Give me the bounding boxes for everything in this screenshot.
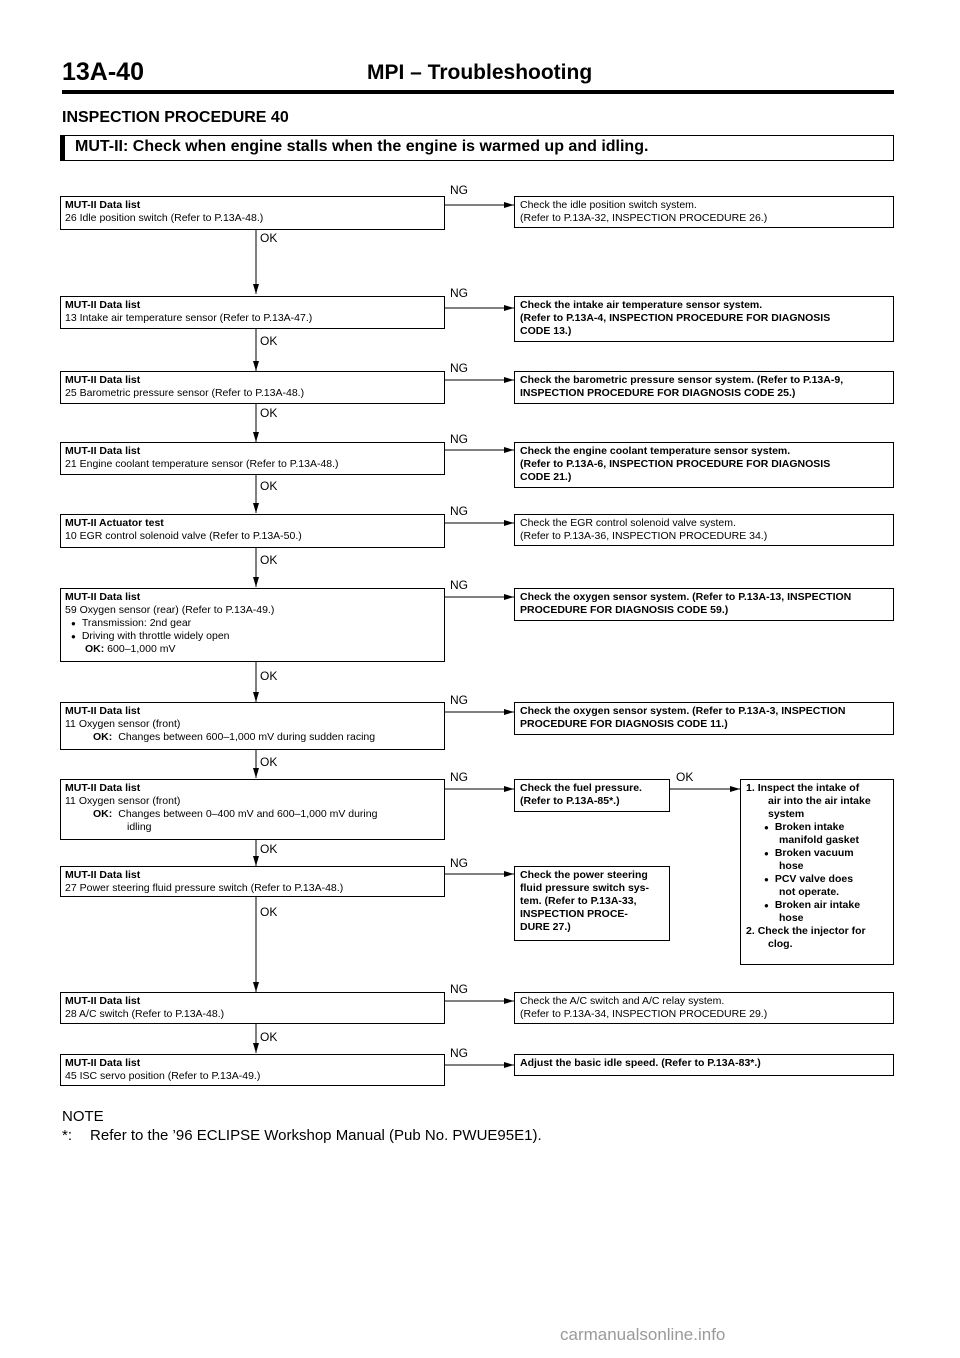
item-text: Check the injector for <box>757 925 866 937</box>
ng-label: NG <box>450 1046 468 1060</box>
step-text: 13 Intake air temperature sensor (Refer to P.13A-47.) <box>65 312 313 324</box>
ok-criterion <box>65 808 440 821</box>
step-text: 26 Idle position switch (Refer to P.13A-48.) <box>65 212 264 224</box>
note-body: Refer to the ’96 ECLIPSE Workshop Manual (Pub No. PWUE95E1). <box>90 1127 542 1144</box>
result-egr-valve <box>514 514 894 546</box>
step-text: 11 Oxygen sensor (front) <box>65 718 181 730</box>
result-text: fluid pressure switch sys- <box>520 882 649 894</box>
check-step-oxygen-front-racing <box>60 702 445 750</box>
ok-label: OK <box>260 842 278 856</box>
ng-label: NG <box>450 286 468 300</box>
followup-item-1 <box>746 782 888 795</box>
note-marker: *: <box>62 1127 73 1144</box>
ok-label: OK <box>260 231 278 245</box>
result-text: (Refer to P.13A-85*.) <box>520 795 620 807</box>
ng-label: NG <box>450 504 468 518</box>
followup-list <box>746 782 888 951</box>
result-text: tem. (Refer to P.13A-33, <box>520 895 637 907</box>
step-text: 10 EGR control solenoid valve (Refer to P.13A-50.) <box>65 530 302 542</box>
result-oxygen-front <box>514 702 894 735</box>
result-oxygen-rear <box>514 588 894 621</box>
ok-criterion-value: Changes between 600–1,000 mV during sudden racing <box>118 731 376 743</box>
fuel-pressure-followup <box>740 779 894 965</box>
followup-bullet: ● PCV valve does <box>746 873 888 886</box>
ok-label: OK <box>260 755 278 769</box>
result-text: Check the EGR control solenoid valve system. <box>520 517 736 529</box>
check-step-barometric <box>60 371 445 404</box>
ok-label: OK <box>676 770 694 784</box>
result-text: Check the idle position switch system. <box>520 199 697 211</box>
condition-bullet: ● Driving with throttle widely open <box>65 630 440 643</box>
procedure-banner: MUT-II: Check when engine stalls when the engine is warmed up and idling. <box>60 135 894 161</box>
followup-bullet-cont: not operate. <box>779 886 840 898</box>
section-title: MPI – Troubleshooting <box>367 61 593 84</box>
ng-label: NG <box>450 856 468 870</box>
result-text: Check the barometric pressure sensor system. (Refer to P.13A-9, <box>520 374 844 386</box>
ok-criterion <box>65 643 440 656</box>
result-coolant-temp <box>514 442 894 488</box>
check-step-egr-valve <box>60 514 445 548</box>
result-text: Check the oxygen sensor system. (Refer to P.13A-3, INSPECTION <box>520 705 846 717</box>
result-idle-position <box>514 196 894 228</box>
item-text: Inspect the intake of <box>757 782 860 794</box>
ok-label: OK <box>260 669 278 683</box>
ok-criterion-value: idling <box>127 821 152 833</box>
item-number: 1. <box>746 782 755 794</box>
check-step-idle-position <box>60 196 445 230</box>
followup-bullet-cont: hose <box>779 912 804 924</box>
check-step-intake-air-temp <box>60 296 445 329</box>
check-step-coolant-temp <box>60 442 445 475</box>
item-number: 2. <box>746 925 755 937</box>
ok-criterion-label: OK: <box>85 643 105 655</box>
result-text: Adjust the basic idle speed. (Refer to P.13A-83*.) <box>520 1057 761 1069</box>
result-text: INSPECTION PROCEDURE FOR DIAGNOSIS CODE 25.) <box>520 387 796 399</box>
step-text: 28 A/C switch (Refer to P.13A-48.) <box>65 1008 225 1020</box>
followup-bullet-cont: manifold gasket <box>779 834 859 846</box>
step-heading: MUT-II Data list <box>65 199 141 211</box>
step-heading: MUT-II Data list <box>65 374 141 386</box>
ng-label: NG <box>450 982 468 996</box>
procedure-title: INSPECTION PROCEDURE 40 <box>62 109 289 126</box>
result-text: Check the A/C switch and A/C relay system. <box>520 995 725 1007</box>
result-text: PROCEDURE FOR DIAGNOSIS CODE 59.) <box>520 604 729 616</box>
ok-criterion-label: OK: <box>93 731 113 743</box>
step-heading: MUT-II Data list <box>65 591 141 603</box>
step-heading: MUT-II Data list <box>65 782 141 794</box>
ok-criterion-value: Changes between 0–400 mV and 600–1,000 mV during <box>118 808 378 820</box>
watermark: carmanualsonline.info <box>560 1325 726 1344</box>
ng-label: NG <box>450 770 468 784</box>
step-heading: MUT-II Data list <box>65 1057 141 1069</box>
result-text: Check the oxygen sensor system. (Refer to P.13A-13, INSPECTION <box>520 591 852 603</box>
ok-criterion <box>65 731 440 744</box>
ok-label: OK <box>260 553 278 567</box>
ok-label: OK <box>260 1030 278 1044</box>
result-text: CODE 13.) <box>520 325 572 337</box>
item-text: clog. <box>768 938 793 950</box>
check-step-oxygen-front-idling <box>60 779 445 840</box>
ng-label: NG <box>450 183 468 197</box>
result-text: Check the intake air temperature sensor system. <box>520 299 763 311</box>
result-text: (Refer to P.13A-4, INSPECTION PROCEDURE FOR DIAGNOSIS <box>520 312 831 324</box>
result-ac-switch <box>514 992 894 1024</box>
step-heading: MUT-II Actuator test <box>65 517 164 529</box>
result-text: PROCEDURE FOR DIAGNOSIS CODE 11.) <box>520 718 728 730</box>
result-text: (Refer to P.13A-32, INSPECTION PROCEDURE 26.) <box>520 212 768 224</box>
check-step-oxygen-rear <box>60 588 445 662</box>
ok-label: OK <box>260 406 278 420</box>
note-text <box>62 1127 542 1144</box>
ng-label: NG <box>450 693 468 707</box>
result-power-steering <box>514 866 670 941</box>
result-intake-air-temp <box>514 296 894 342</box>
ok-criterion-value: 600–1,000 mV <box>107 643 176 655</box>
result-text: Check the engine coolant temperature sensor system. <box>520 445 791 457</box>
result-text: DURE 27.) <box>520 921 571 933</box>
followup-bullet: ● Broken air intake <box>746 899 888 912</box>
ok-criterion-label: OK: <box>93 808 113 820</box>
step-text: 27 Power steering fluid pressure switch (Refer to P.13A-48.) <box>65 882 344 894</box>
step-heading: MUT-II Data list <box>65 705 141 717</box>
followup-item-2 <box>746 925 888 938</box>
result-text: Check the power steering <box>520 869 648 881</box>
step-text: 11 Oxygen sensor (front) <box>65 795 181 807</box>
note-title: NOTE <box>62 1108 104 1125</box>
step-heading: MUT-II Data list <box>65 995 141 1007</box>
ng-label: NG <box>450 578 468 592</box>
result-barometric <box>514 371 894 404</box>
followup-bullet: ● Broken vacuum <box>746 847 888 860</box>
result-isc-servo <box>514 1054 894 1076</box>
step-heading: MUT-II Data list <box>65 869 141 881</box>
ng-label: NG <box>450 361 468 375</box>
result-text: INSPECTION PROCE- <box>520 908 628 920</box>
ok-label: OK <box>260 334 278 348</box>
followup-bullet-cont: hose <box>779 860 804 872</box>
check-step-power-steering <box>60 866 445 897</box>
item-text: air into the air intake <box>768 795 871 807</box>
result-text: (Refer to P.13A-6, INSPECTION PROCEDURE FOR DIAGNOSIS <box>520 458 831 470</box>
check-step-ac-switch <box>60 992 445 1024</box>
result-text: (Refer to P.13A-36, INSPECTION PROCEDURE 34.) <box>520 530 768 542</box>
step-heading: MUT-II Data list <box>65 445 141 457</box>
result-text: CODE 21.) <box>520 471 572 483</box>
item-text: system <box>768 808 805 820</box>
page-code: 13A-40 <box>62 58 144 86</box>
step-text: 59 Oxygen sensor (rear) (Refer to P.13A-49.) <box>65 604 275 616</box>
step-text: 21 Engine coolant temperature sensor (Refer to P.13A-48.) <box>65 458 339 470</box>
check-step-isc-servo <box>60 1054 445 1086</box>
followup-bullet: ● Broken intake <box>746 821 888 834</box>
condition-bullet: ● Transmission: 2nd gear <box>65 617 440 630</box>
ok-label: OK <box>260 479 278 493</box>
result-fuel-pressure <box>514 779 670 812</box>
result-text: (Refer to P.13A-34, INSPECTION PROCEDURE 29.) <box>520 1008 768 1020</box>
step-heading: MUT-II Data list <box>65 299 141 311</box>
step-text: 25 Barometric pressure sensor (Refer to P.13A-48.) <box>65 387 305 399</box>
ok-label: OK <box>260 905 278 919</box>
ng-label: NG <box>450 432 468 446</box>
step-text: 45 ISC servo position (Refer to P.13A-49.) <box>65 1070 261 1082</box>
result-text: Check the fuel pressure. <box>520 782 642 794</box>
